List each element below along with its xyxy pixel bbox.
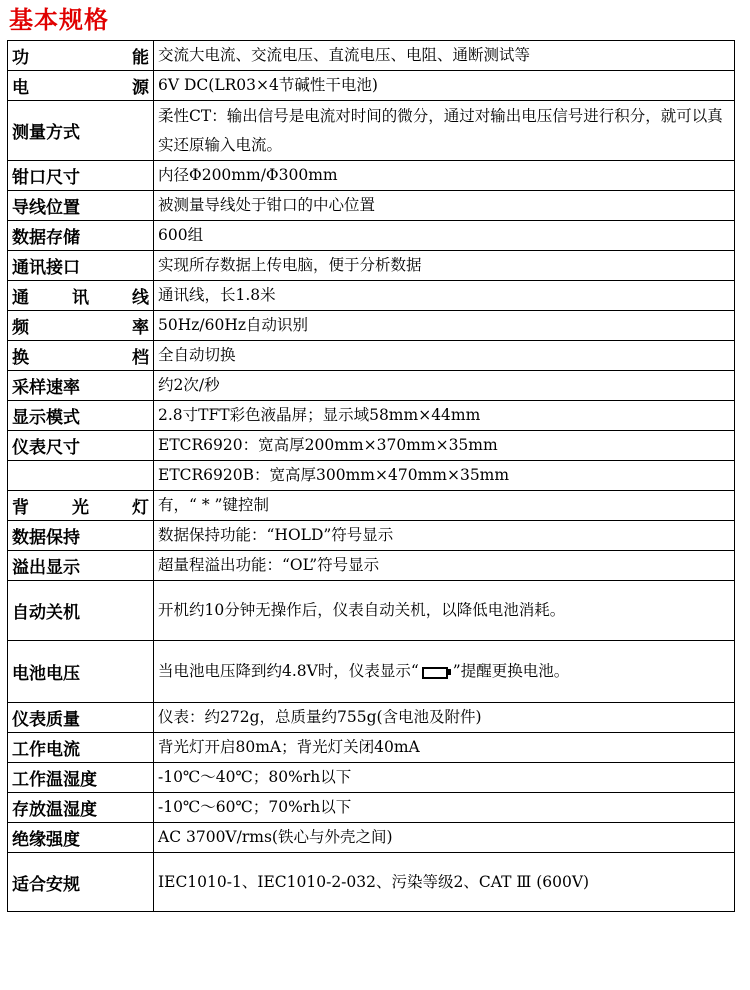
- row-label: 导线位置: [8, 191, 154, 221]
- row-value: 全自动切换: [154, 341, 735, 371]
- row-label: 仪表尺寸: [8, 431, 154, 461]
- table-row: [8, 853, 735, 912]
- table-row: [8, 101, 735, 161]
- row-label: 频 率: [8, 311, 154, 341]
- spec-table: [7, 40, 735, 912]
- row-label: 仪表质量: [8, 703, 154, 733]
- row-label: 自动关机: [8, 581, 154, 641]
- row-label: 数据保持: [8, 521, 154, 551]
- row-label: 通 讯 线: [8, 281, 154, 311]
- table-row: [8, 551, 735, 581]
- table-row: [8, 431, 735, 461]
- row-value-after: ”提醒更换电池。: [452, 662, 570, 680]
- table-row: [8, 703, 735, 733]
- table-row: [8, 341, 735, 371]
- row-label: 数据存储: [8, 221, 154, 251]
- row-value-before: 当电池电压降到约4.8V时，仪表显示“: [158, 662, 419, 680]
- table-row: [8, 281, 735, 311]
- table-row: [8, 251, 735, 281]
- row-value: ETCR6920B：宽高厚300mm×470mm×35mm: [154, 461, 735, 491]
- table-row: [8, 641, 735, 703]
- table-row: [8, 71, 735, 101]
- row-value: 约2次/秒: [154, 371, 735, 401]
- page-title: 基本规格: [9, 6, 109, 34]
- row-value: 实现所存数据上传电脑，便于分析数据: [154, 251, 735, 281]
- table-row: [8, 581, 735, 641]
- row-label: 采样速率: [8, 371, 154, 401]
- table-row: [8, 823, 735, 853]
- row-value: 被测量导线处于钳口的中心位置: [154, 191, 735, 221]
- row-value: 开机约10分钟无操作后，仪表自动关机，以降低电池消耗。: [154, 581, 735, 641]
- row-value: -10℃～40℃；80%rh以下: [154, 763, 735, 793]
- row-value: 6V DC(LR03×4节碱性干电池): [154, 71, 735, 101]
- row-value: 600组: [154, 221, 735, 251]
- row-value: 内径Φ200mm/Φ300mm: [154, 161, 735, 191]
- battery-icon: [421, 666, 451, 678]
- row-label: 绝缘强度: [8, 823, 154, 853]
- row-label: 测量方式: [8, 101, 154, 161]
- row-value: AC 3700V/rms(铁心与外壳之间): [154, 823, 735, 853]
- row-value: 超量程溢出功能：“OL”符号显示: [154, 551, 735, 581]
- table-row: [8, 371, 735, 401]
- row-label: 功 能: [8, 41, 154, 71]
- row-value: 50Hz/60Hz自动识别: [154, 311, 735, 341]
- table-row: [8, 161, 735, 191]
- table-row: [8, 221, 735, 251]
- row-label: 电池电压: [8, 641, 154, 703]
- table-row: [8, 401, 735, 431]
- row-label: 通讯接口: [8, 251, 154, 281]
- table-row: [8, 41, 735, 71]
- row-label: 存放温湿度: [8, 793, 154, 823]
- row-label: 背 光 灯: [8, 491, 154, 521]
- row-label: 适合安规: [8, 853, 154, 912]
- row-label: 电 源: [8, 71, 154, 101]
- row-value: 交流大电流、交流电压、直流电压、电阻、通断测试等: [154, 41, 735, 71]
- row-label: 溢出显示: [8, 551, 154, 581]
- row-value: -10℃～60℃；70%rh以下: [154, 793, 735, 823]
- row-label: 换 档: [8, 341, 154, 371]
- row-label: 钳口尺寸: [8, 161, 154, 191]
- row-label: 显示模式: [8, 401, 154, 431]
- row-value: ETCR6920：宽高厚200mm×370mm×35mm: [154, 431, 735, 461]
- row-value: 背光灯开启80mA；背光灯关闭40mA: [154, 733, 735, 763]
- row-value: 通讯线，长1.8米: [154, 281, 735, 311]
- table-row: [8, 521, 735, 551]
- table-row: [8, 191, 735, 221]
- row-label: 工作电流: [8, 733, 154, 763]
- row-value: 仪表：约272g，总质量约755g(含电池及附件): [154, 703, 735, 733]
- table-row: [8, 733, 735, 763]
- row-label: 工作温湿度: [8, 763, 154, 793]
- table-row: [8, 491, 735, 521]
- table-row: [8, 461, 735, 491]
- row-value: 数据保持功能：“HOLD”符号显示: [154, 521, 735, 551]
- table-row: [8, 311, 735, 341]
- row-value: 2.8寸TFT彩色液晶屏；显示域58mm×44mm: [154, 401, 735, 431]
- row-label: [8, 461, 154, 491]
- table-row: [8, 793, 735, 823]
- row-value: IEC1010-1、IEC1010-2-032、污染等级2、CAT Ⅲ (600V): [154, 853, 735, 912]
- row-value: 柔性CT：输出信号是电流对时间的微分，通过对输出电压信号进行积分，就可以真实还原输入电流。: [154, 101, 735, 161]
- row-value: 有，“ * ”键控制: [154, 491, 735, 521]
- row-value: [154, 641, 735, 703]
- table-row: [8, 763, 735, 793]
